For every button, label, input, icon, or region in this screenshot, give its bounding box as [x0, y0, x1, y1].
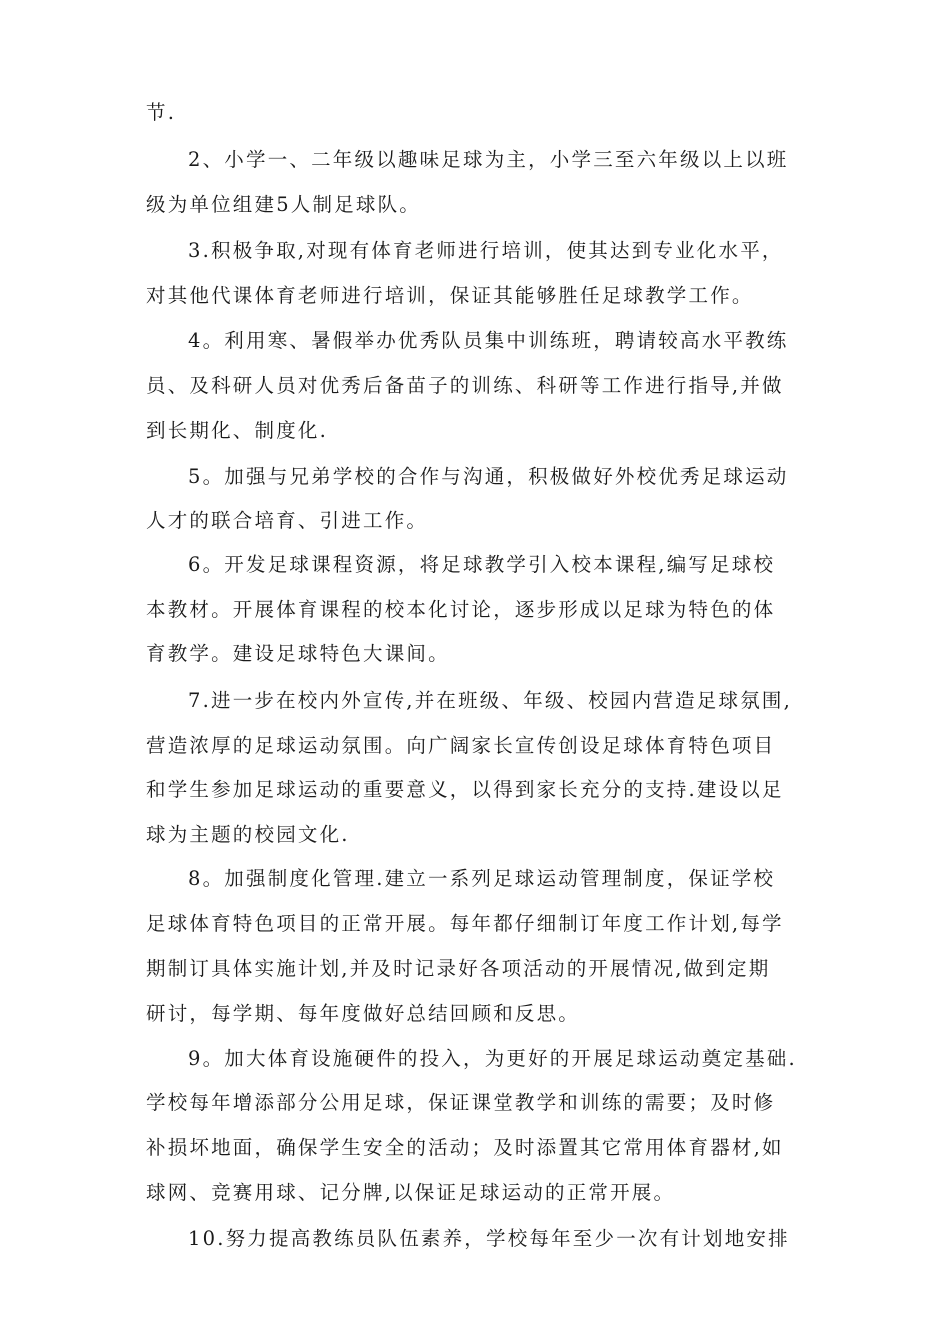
paragraph-8-line-1: 8。加强制度化管理.建立一系列足球运动管理制度，保证学校 — [188, 867, 776, 890]
paragraph-7-line-2: 营造浓厚的足球运动氛围。向广阔家长宣传创设足球体育特色项目 — [146, 734, 776, 757]
paragraph-7-line-1: 7.进一步在校内外宣传,并在班级、年级、校园内营造足球氛围, — [188, 689, 793, 712]
paragraph-7-line-4: 球为主题的校园文化. — [146, 823, 350, 846]
paragraph-7-line-3: 和学生参加足球运动的重要意义，以得到家长充分的支持.建设以足 — [146, 778, 784, 801]
paragraph-3-line-1: 3.积极争取,对现有体育老师进行培训，使其达到专业化水平， — [188, 239, 784, 262]
paragraph-5-line-2: 人才的联合培育、引进工作。 — [146, 509, 429, 532]
paragraph-9-line-4: 球网、竞赛用球、记分牌,以保证足球运动的正常开展。 — [146, 1181, 676, 1204]
paragraph-8-line-4: 研讨，每学期、每年度做好总结回顾和反思。 — [146, 1002, 581, 1025]
paragraph-9-line-3: 补损坏地面，确保学生安全的活动；及时添置其它常用体育器材,如 — [146, 1136, 784, 1159]
paragraph-2-line-1: 2、小学一、二年级以趣味足球为主，小学三至六年级以上以班 — [188, 148, 789, 171]
paragraph-4-line-2: 员、及科研人员对优秀后备苗子的训练、科研等工作进行指导,并做 — [146, 374, 784, 397]
paragraph-10-line-1: 10.努力提高教练员队伍素养，学校每年至少一次有计划地安排 — [188, 1227, 790, 1250]
paragraph-9-line-2: 学校每年增添部分公用足球，保证课堂教学和训练的需要；及时修 — [146, 1091, 776, 1114]
paragraph-6-line-3: 育教学。建设足球特色大课间。 — [146, 642, 450, 665]
text-line: 节. — [146, 101, 177, 124]
paragraph-5-line-1: 5。加强与兄弟学校的合作与沟通，积极做好外校优秀足球运动 — [188, 465, 789, 488]
paragraph-4-line-3: 到长期化、制度化. — [146, 419, 328, 442]
paragraph-6-line-2: 本教材。开展体育课程的校本化讨论，逐步形成以足球为特色的体 — [146, 598, 776, 621]
paragraph-9-line-1: 9。加大体育设施硬件的投入，为更好的开展足球运动奠定基础. — [188, 1047, 797, 1070]
paragraph-8-line-3: 期制订具体实施计划,并及时记录好各项活动的开展情况,做到定期 — [146, 957, 771, 980]
paragraph-6-line-1: 6。开发足球课程资源，将足球教学引入校本课程,编写足球校 — [188, 553, 776, 576]
paragraph-2-line-2: 级为单位组建5人制足球队。 — [146, 193, 422, 216]
paragraph-4-line-1: 4。利用寒、暑假举办优秀队员集中训练班，聘请较高水平教练 — [188, 329, 789, 352]
paragraph-8-line-2: 足球体育特色项目的正常开展。每年都仔细制订年度工作计划,每学 — [146, 912, 784, 935]
paragraph-3-line-2: 对其他代课体育老师进行培训，保证其能够胜任足球教学工作。 — [146, 284, 754, 307]
